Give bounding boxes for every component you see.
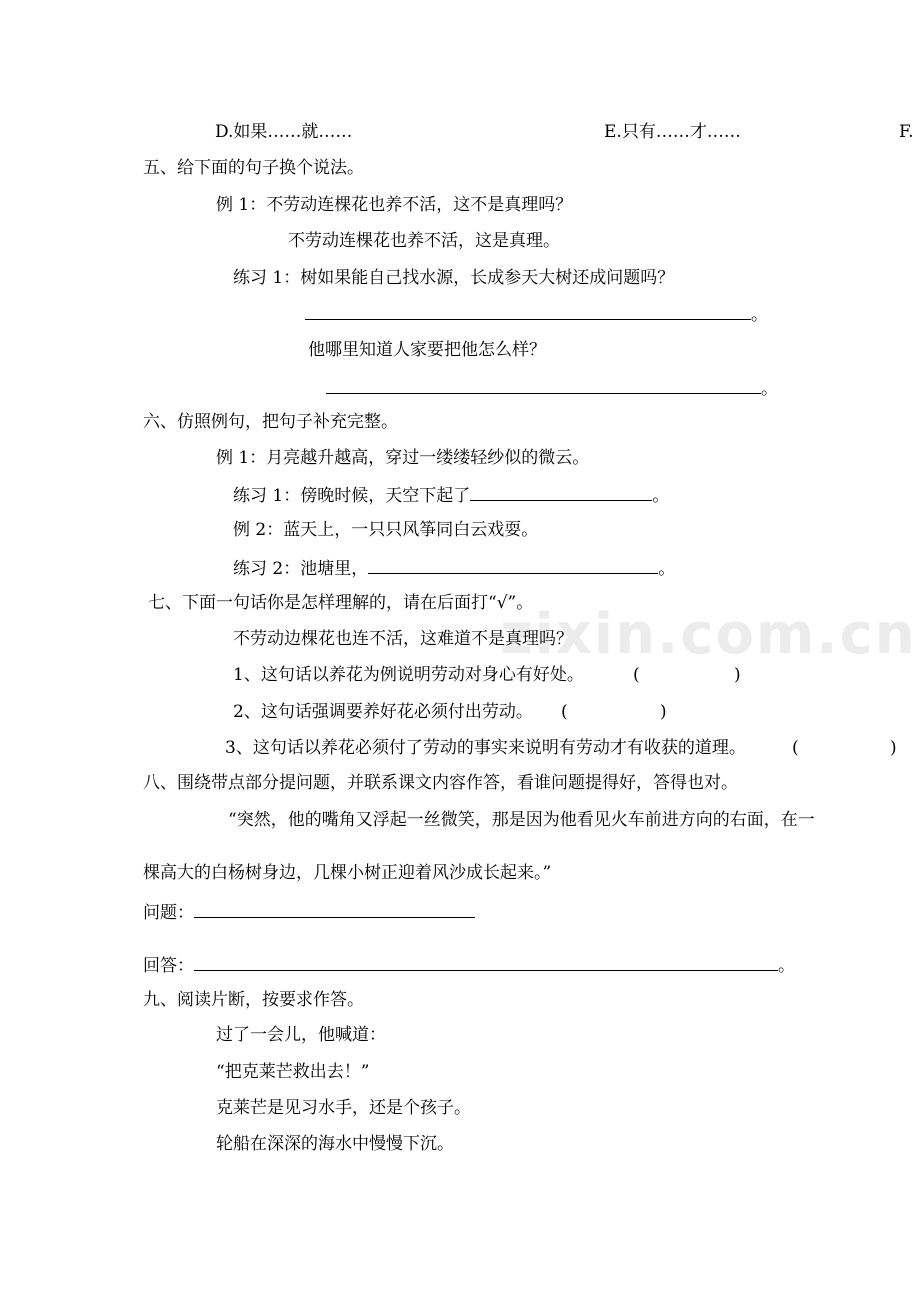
section-6-practice-2[interactable] (233, 556, 675, 580)
watermark: zixin.com.cn (500, 602, 917, 667)
section-9-line-2: “把克莱芒救出去！” (216, 1062, 370, 1082)
section-6-heading: 六、仿照例句，把句子补充完整。 (143, 412, 398, 432)
section-8-heading: 八、围绕带点部分提问题，并联系课文内容作答，看谁问题提得好，答得也对。 (143, 773, 738, 793)
section-8-question[interactable] (143, 900, 475, 924)
answer-blank[interactable] (368, 556, 658, 574)
question-blank[interactable] (194, 900, 475, 918)
sentence-end: 。 (778, 956, 795, 976)
option-e: E.只有……才…… (604, 122, 741, 142)
section-9-heading: 九、阅读片断，按要求作答。 (143, 990, 364, 1010)
sentence-end: 。 (751, 305, 768, 325)
section-9-line-3: 克莱芒是见习水手，还是个孩子。 (216, 1098, 471, 1118)
section-5-answer-line-1[interactable] (305, 302, 768, 326)
answer-blank[interactable] (470, 483, 652, 501)
option-2-paren-open[interactable]: ( (561, 702, 568, 722)
section-6-practice-1[interactable] (233, 483, 669, 507)
section-7-option-1: 1、这句话以养花为例说明劳动对身心有好处。 (233, 665, 584, 685)
option-1-paren-close[interactable]: ) (734, 665, 741, 685)
section-8-passage-line-2: 棵高大的白杨树身边，几棵小树正迎着风沙成长起来。” (143, 863, 552, 883)
question-label: 问题： (143, 903, 194, 923)
option-2-paren-close[interactable]: ) (660, 702, 667, 722)
answer-label: 回答： (143, 956, 194, 976)
section-9-line-4: 轮船在深深的海水中慢慢下沉。 (216, 1134, 454, 1154)
section-6-example-1: 例 1：月亮越升越高，穿过一缕缕轻纱似的微云。 (216, 448, 590, 468)
practice-prompt: 练习 1：傍晚时候，天空下起了 (233, 486, 471, 506)
section-5-answer-line-2[interactable] (326, 376, 778, 400)
option-1-paren-open[interactable]: ( (633, 665, 640, 685)
sentence-end: 。 (761, 379, 778, 399)
section-5-example-question: 例 1：不劳动连棵花也养不活，这不是真理吗？ (216, 195, 573, 215)
sentence-end: 。 (652, 486, 670, 506)
section-6-example-2: 例 2：蓝天上，一只只风筝同白云戏耍。 (233, 520, 539, 540)
option-f: F. (899, 122, 914, 142)
section-5-practice-2: 他哪里知道人家要把他怎么样？ (308, 340, 546, 360)
section-8-answer[interactable] (143, 953, 795, 977)
section-7-quote: 不劳动边棵花也连不活，这难道不是真理吗？ (233, 629, 573, 649)
section-9-line-1: 过了一会儿，他喊道： (216, 1025, 386, 1045)
answer-blank[interactable] (326, 376, 761, 394)
section-8-passage-line-1: “突然，他的嘴角又浮起一丝微笑，那是因为他看见火车前进方向的右面，在一 (228, 810, 815, 830)
section-7-option-3: 3、这句话以养花必须付了劳动的事实来说明有劳动才有收获的道理。 (225, 738, 746, 758)
option-d: D.如果……就…… (215, 122, 353, 142)
answer-blank[interactable] (305, 302, 751, 320)
option-3-paren-close[interactable]: ) (890, 738, 897, 758)
section-7-option-2: 2、这句话强调要养好花必须付出劳动。 (233, 702, 533, 722)
section-7-heading: 七、下面一句话你是怎样理解的，请在后面打“√”。 (148, 593, 534, 613)
section-5-practice-1: 练习 1：树如果能自己找水源，长成参天大树还成问题吗？ (233, 268, 675, 288)
option-3-paren-open[interactable]: ( (792, 738, 799, 758)
sentence-end: 。 (658, 559, 676, 579)
practice-prompt: 练习 2：池塘里， (233, 559, 369, 579)
answer-blank[interactable] (194, 953, 778, 971)
section-5-heading: 五、给下面的句子换个说法。 (143, 158, 364, 178)
section-5-example-answer: 不劳动连棵花也养不活，这是真理。 (288, 231, 560, 251)
